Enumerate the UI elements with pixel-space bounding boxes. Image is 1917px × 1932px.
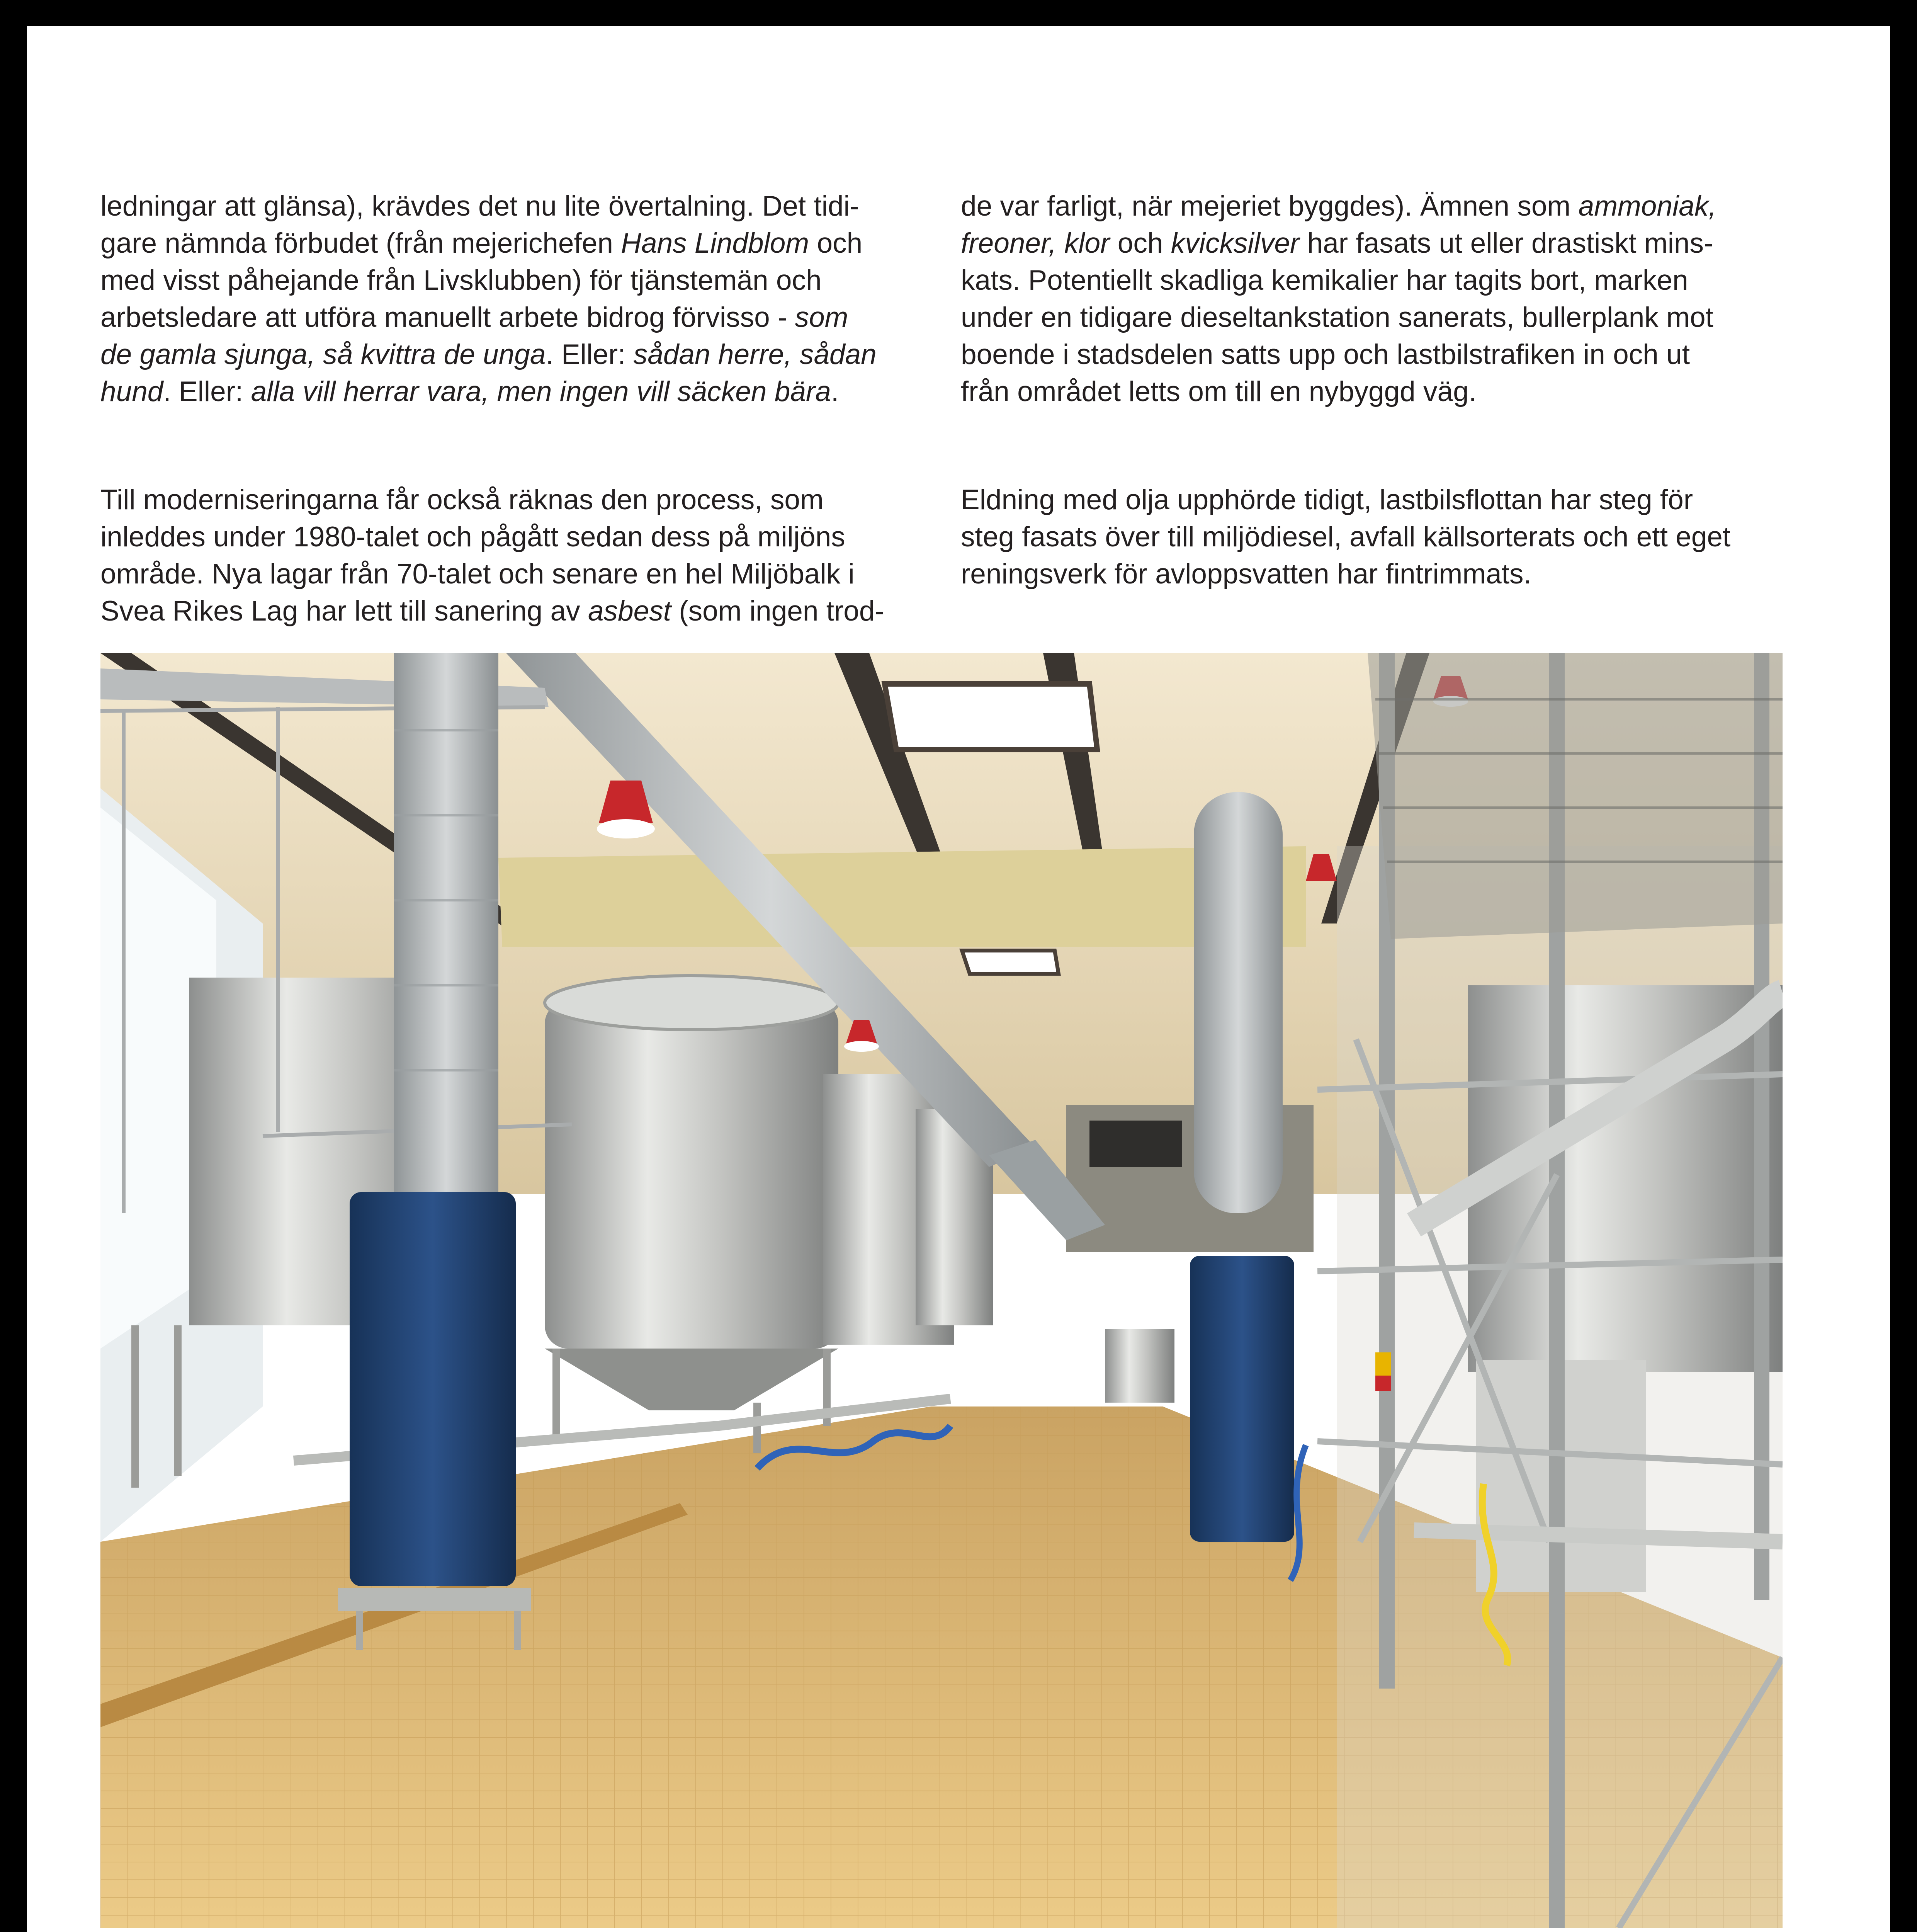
- text-run: från området letts om till en nybyggd väg.: [961, 376, 1477, 407]
- text-run: . Eller:: [546, 339, 634, 370]
- italic-text-run: ammoniak,: [1578, 190, 1716, 222]
- right-column-paragraph-2: [961, 481, 1849, 593]
- text-run: boende i stadsdelen satts upp och lastbilstrafiken in och ut: [961, 339, 1690, 370]
- italic-text-run: de gamla sjunga, så kvittra de unga: [100, 339, 546, 370]
- text-line: [100, 188, 947, 225]
- paragraph-text: [961, 188, 1849, 410]
- text-run: och: [1110, 228, 1171, 259]
- text-line: [961, 519, 1849, 556]
- text-line: [100, 519, 947, 556]
- italic-text-run: freoner, klor: [961, 228, 1110, 259]
- text-run: kats. Potentiellt skadliga kemikalier har tagits bort, marken: [961, 265, 1688, 296]
- italic-text-run: Hans Lindblom: [621, 228, 809, 259]
- text-run: gare nämnda förbudet (från mejerichefen: [100, 228, 621, 259]
- text-run: Eldning med olja upphörde tidigt, lastbilsflottan har steg för: [961, 484, 1693, 515]
- left-column-paragraph-2: [100, 481, 947, 630]
- photo-illustration: [100, 653, 1783, 1928]
- italic-text-run: kvicksilver: [1171, 228, 1300, 259]
- text-line: [100, 299, 947, 336]
- text-run: reningsverk för avloppsvatten har fintrimmats.: [961, 558, 1531, 590]
- italic-text-run: hund: [100, 376, 163, 407]
- right-column-paragraph-1: [961, 188, 1849, 410]
- text-line: [961, 188, 1849, 225]
- text-line: [100, 336, 947, 373]
- paragraph-text: [100, 188, 947, 410]
- text-run: de var farligt, när mejeriet byggdes). Ämnen som: [961, 190, 1579, 222]
- text-run: ledningar att glänsa), krävdes det nu lite övertalning. Det tidi-: [100, 190, 859, 222]
- italic-text-run: som: [795, 302, 848, 333]
- text-line: [961, 299, 1849, 336]
- text-run: .: [831, 376, 839, 407]
- text-run: inleddes under 1980-talet och pågått sedan dess på miljöns: [100, 521, 845, 553]
- text-run: Till moderniseringarna får också räknas den process, som: [100, 484, 824, 515]
- text-line: [100, 481, 947, 519]
- text-line: [961, 336, 1849, 373]
- text-run: har fasats ut eller drastiskt mins-: [1299, 228, 1713, 259]
- paragraph-text: [100, 481, 947, 630]
- text-run: steg fasats över till miljödiesel, avfall källsorterats och ett eget: [961, 521, 1731, 553]
- text-run: och: [809, 228, 863, 259]
- text-run: . Eller:: [163, 376, 251, 407]
- text-line: [961, 225, 1849, 262]
- text-line: [961, 556, 1849, 593]
- text-run: med visst påhejande från Livsklubben) för tjänstemän och: [100, 265, 822, 296]
- text-line: [100, 556, 947, 593]
- italic-text-run: sådan herre, sådan: [633, 339, 877, 370]
- text-run: område. Nya lagar från 70-talet och senare en hel Miljöbalk i: [100, 558, 855, 590]
- text-run: Svea Rikes Lag har lett till sanering av: [100, 595, 588, 627]
- paragraph-text: [961, 481, 1849, 593]
- page-sheet: [27, 26, 1890, 1932]
- text-line: [100, 373, 947, 410]
- text-line: [961, 373, 1849, 410]
- text-line: [100, 225, 947, 262]
- italic-text-run: asbest: [588, 595, 671, 627]
- text-run: arbetsledare att utföra manuellt arbete bidrog förvisso -: [100, 302, 795, 333]
- text-run: under en tidigare dieseltankstation sanerats, bullerplank mot: [961, 302, 1713, 333]
- text-line: [100, 262, 947, 299]
- text-run: (som ingen trod-: [671, 595, 884, 627]
- left-column-paragraph-1: [100, 188, 947, 410]
- text-line: [961, 481, 1849, 519]
- dairy-tank-hall-photo: [100, 653, 1783, 1928]
- italic-text-run: alla vill herrar vara, men ingen vill säcken bära: [251, 376, 831, 407]
- text-line: [961, 262, 1849, 299]
- text-line: [100, 593, 947, 630]
